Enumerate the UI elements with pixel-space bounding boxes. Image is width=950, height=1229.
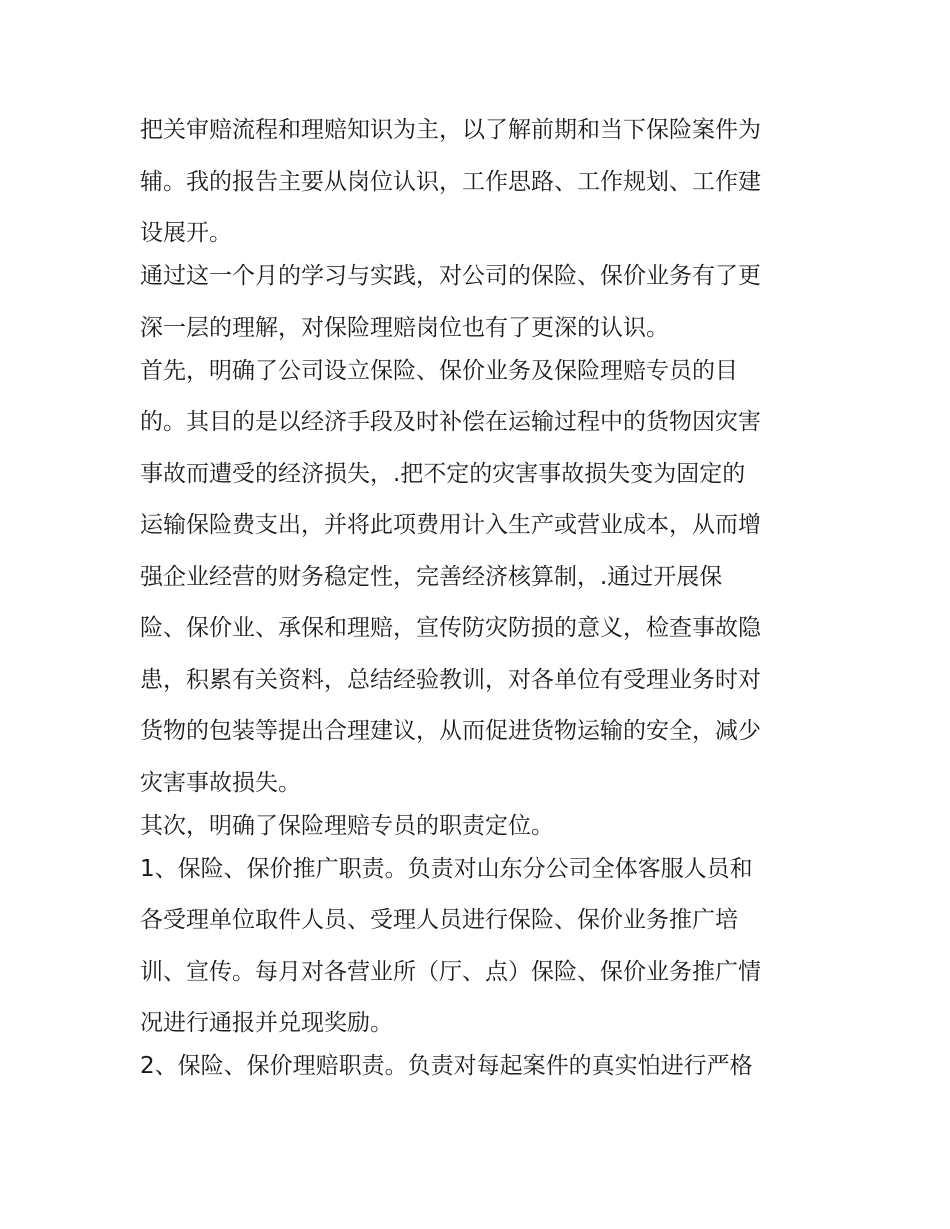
text-line: 首先，明确了公司设立保险、保价业务及保险理赔专员的目 xyxy=(140,357,738,384)
text-line: 训、宣传。每月对各营业所（厅、点）保险、保价业务推广情 xyxy=(140,958,761,985)
text-line: 1、保险、保价推广职责。负责对山东分公司全体客服人员和 xyxy=(140,855,753,882)
text-line: 事故而遭受的经济损失，.把不定的灾害事故损失变为固定的 xyxy=(140,460,746,487)
text-line: 运输保险费支出，并将此项费用计入生产或营业成本，从而增 xyxy=(140,512,761,538)
text-line: 强企业经营的财务稳定性，完善经济核算制，.通过开展保 xyxy=(140,563,723,590)
text-line: 灾害事故损失。 xyxy=(140,769,301,796)
text-line: 的。其目的是以经济手段及时补偿在运输过程中的货物因灾害 xyxy=(140,409,761,435)
text-line: 设展开。 xyxy=(140,220,232,246)
text-line: 把关审赔流程和理赔知识为主，以了解前期和当下保险案件为 xyxy=(140,117,761,143)
text-line: 其次，明确了保险理赔专员的职责定位。 xyxy=(140,812,554,839)
text-line: 各受理单位取件人员、受理人员进行保险、保价业务推广培 xyxy=(140,907,738,933)
text-line: 货物的包装等提出合理建议，从而促进货物运输的安全，减少 xyxy=(140,718,761,744)
document-body xyxy=(140,108,820,1096)
text-line: 2、保险、保价理赔职责。负责对每起案件的真实怕进行严格 xyxy=(140,1053,753,1079)
text-line: 况进行通报并兑现奖励。 xyxy=(140,1010,393,1036)
text-line: 患，积累有关资料，总结经验教训，对各单位有受理业务时对 xyxy=(140,666,761,693)
text-line: 险、保价业、承保和理赔，宣传防灾防损的意义，检查事故隐 xyxy=(140,615,761,641)
text-line: 辅。我的报告主要从岗位认识，工作思路、工作规划、工作建 xyxy=(140,168,761,195)
text-line: 通过这一个月的学习与实践，对公司的保险、保价业务有了更 xyxy=(140,263,761,289)
text-line: 深一层的理解，对保险理赔岗位也有了更深的认识。 xyxy=(140,314,669,341)
